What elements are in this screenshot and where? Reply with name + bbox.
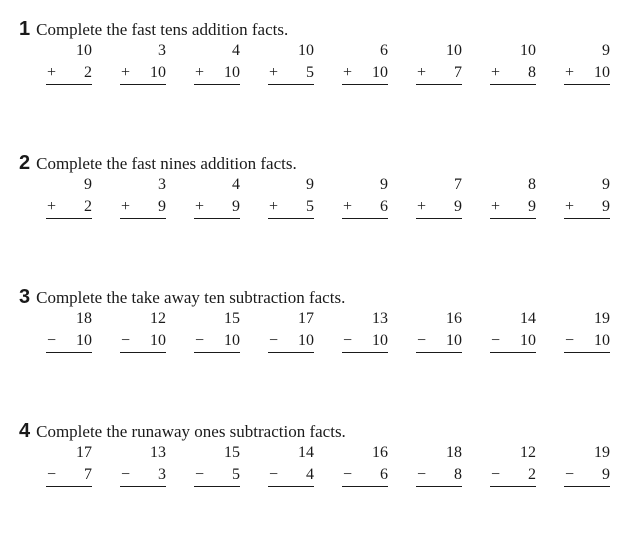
- operator-sign: −: [565, 466, 575, 483]
- section-1: [0, 18, 627, 138]
- top-operand: 16: [372, 444, 388, 461]
- top-operand: 17: [298, 310, 314, 327]
- section-heading: [19, 420, 346, 443]
- math-problem: [120, 308, 166, 353]
- bottom-row: [564, 196, 610, 219]
- section-number: 4: [19, 420, 31, 442]
- top-operand: 17: [76, 444, 92, 461]
- bottom-row: [342, 196, 388, 219]
- bottom-operand: 2: [84, 198, 92, 215]
- bottom-row: [120, 62, 166, 85]
- bottom-operand: 9: [232, 198, 240, 215]
- bottom-operand: 7: [84, 466, 92, 483]
- math-problem: [120, 442, 166, 487]
- section-title: Complete the take away ten subtraction facts.: [36, 288, 346, 307]
- math-problem: [416, 442, 462, 487]
- bottom-row: [564, 464, 610, 487]
- math-problem: [416, 174, 462, 219]
- operator-sign: +: [343, 64, 353, 81]
- bottom-operand: 9: [158, 198, 166, 215]
- top-operand: 12: [150, 310, 166, 327]
- bottom-operand: 10: [594, 64, 610, 81]
- bottom-row: [194, 62, 240, 85]
- top-operand: 19: [594, 310, 610, 327]
- math-problem: [342, 308, 388, 353]
- bottom-operand: 10: [150, 332, 166, 349]
- top-operand: 13: [150, 444, 166, 461]
- top-operand: 10: [76, 42, 92, 59]
- top-operand: 4: [232, 42, 240, 59]
- top-operand: 18: [76, 310, 92, 327]
- bottom-operand: 10: [372, 64, 388, 81]
- operator-sign: +: [565, 198, 575, 215]
- top-operand: 8: [528, 176, 536, 193]
- top-operand: 14: [298, 444, 314, 461]
- section-heading: [19, 18, 288, 41]
- top-operand: 19: [594, 444, 610, 461]
- top-operand: 18: [446, 444, 462, 461]
- bottom-operand: 9: [602, 466, 610, 483]
- operator-sign: +: [47, 198, 57, 215]
- section-heading: [19, 152, 297, 175]
- math-problem: [342, 40, 388, 85]
- bottom-operand: 10: [520, 332, 536, 349]
- operator-sign: −: [417, 466, 427, 483]
- bottom-row: [490, 464, 536, 487]
- math-problem: [416, 40, 462, 85]
- math-problem: [194, 308, 240, 353]
- bottom-operand: 10: [372, 332, 388, 349]
- operator-sign: −: [195, 466, 205, 483]
- math-problem: [194, 40, 240, 85]
- bottom-row: [416, 464, 462, 487]
- bottom-row: [416, 62, 462, 85]
- math-problem: [268, 174, 314, 219]
- bottom-row: [268, 464, 314, 487]
- top-operand: 9: [380, 176, 388, 193]
- bottom-operand: 2: [528, 466, 536, 483]
- math-problem: [194, 442, 240, 487]
- section-number: 2: [19, 152, 31, 174]
- section-number: 1: [19, 18, 31, 40]
- operator-sign: +: [491, 64, 501, 81]
- operator-sign: −: [195, 332, 205, 349]
- top-operand: 3: [158, 42, 166, 59]
- math-problem: [490, 40, 536, 85]
- bottom-operand: 7: [454, 64, 462, 81]
- bottom-operand: 8: [528, 64, 536, 81]
- bottom-operand: 10: [446, 332, 462, 349]
- bottom-row: [564, 330, 610, 353]
- bottom-row: [342, 330, 388, 353]
- operator-sign: −: [269, 466, 279, 483]
- bottom-row: [194, 196, 240, 219]
- top-operand: 6: [380, 42, 388, 59]
- bottom-row: [342, 62, 388, 85]
- section-title: Complete the fast nines addition facts.: [36, 154, 297, 173]
- bottom-operand: 6: [380, 198, 388, 215]
- operator-sign: −: [491, 466, 501, 483]
- top-operand: 9: [306, 176, 314, 193]
- bottom-operand: 2: [84, 64, 92, 81]
- top-operand: 10: [520, 42, 536, 59]
- math-problem: [268, 442, 314, 487]
- bottom-row: [120, 330, 166, 353]
- bottom-operand: 10: [594, 332, 610, 349]
- bottom-row: [490, 330, 536, 353]
- math-problem: [490, 308, 536, 353]
- operator-sign: +: [491, 198, 501, 215]
- math-problem: [564, 308, 610, 353]
- operator-sign: +: [269, 64, 279, 81]
- bottom-row: [564, 62, 610, 85]
- section-2: [0, 152, 627, 272]
- top-operand: 9: [602, 176, 610, 193]
- top-operand: 10: [446, 42, 462, 59]
- bottom-row: [120, 464, 166, 487]
- bottom-row: [490, 196, 536, 219]
- bottom-operand: 9: [528, 198, 536, 215]
- math-problem: [194, 174, 240, 219]
- top-operand: 12: [520, 444, 536, 461]
- operator-sign: +: [417, 64, 427, 81]
- bottom-row: [416, 330, 462, 353]
- bottom-row: [120, 196, 166, 219]
- bottom-operand: 3: [158, 466, 166, 483]
- bottom-row: [416, 196, 462, 219]
- operator-sign: +: [195, 64, 205, 81]
- bottom-operand: 5: [306, 198, 314, 215]
- operator-sign: −: [343, 332, 353, 349]
- math-problem: [46, 308, 92, 353]
- bottom-row: [46, 62, 92, 85]
- bottom-operand: 4: [306, 466, 314, 483]
- operator-sign: +: [121, 64, 131, 81]
- math-problem: [46, 40, 92, 85]
- bottom-operand: 9: [454, 198, 462, 215]
- top-operand: 9: [602, 42, 610, 59]
- bottom-row: [268, 330, 314, 353]
- top-operand: 16: [446, 310, 462, 327]
- top-operand: 7: [454, 176, 462, 193]
- bottom-operand: 5: [306, 64, 314, 81]
- operator-sign: −: [121, 332, 131, 349]
- math-problem: [490, 174, 536, 219]
- bottom-row: [46, 196, 92, 219]
- math-problem: [268, 308, 314, 353]
- bottom-operand: 10: [150, 64, 166, 81]
- section-heading: [19, 286, 345, 309]
- section-3: [0, 286, 627, 406]
- math-problem: [564, 442, 610, 487]
- top-operand: 3: [158, 176, 166, 193]
- bottom-row: [268, 196, 314, 219]
- bottom-row: [490, 62, 536, 85]
- math-problem: [120, 40, 166, 85]
- operator-sign: +: [417, 198, 427, 215]
- bottom-row: [268, 62, 314, 85]
- bottom-operand: 5: [232, 466, 240, 483]
- math-problem: [46, 174, 92, 219]
- operator-sign: −: [47, 466, 57, 483]
- operator-sign: −: [269, 332, 279, 349]
- bottom-row: [194, 464, 240, 487]
- math-problem: [342, 174, 388, 219]
- bottom-operand: 10: [224, 332, 240, 349]
- math-problem: [120, 174, 166, 219]
- top-operand: 9: [84, 176, 92, 193]
- bottom-operand: 10: [298, 332, 314, 349]
- bottom-row: [342, 464, 388, 487]
- bottom-operand: 10: [76, 332, 92, 349]
- top-operand: 15: [224, 310, 240, 327]
- math-problem: [416, 308, 462, 353]
- operator-sign: +: [47, 64, 57, 81]
- top-operand: 13: [372, 310, 388, 327]
- section-title: Complete the runaway ones subtraction facts.: [36, 422, 346, 441]
- operator-sign: −: [47, 332, 57, 349]
- bottom-operand: 6: [380, 466, 388, 483]
- operator-sign: +: [195, 198, 205, 215]
- operator-sign: −: [121, 466, 131, 483]
- bottom-row: [194, 330, 240, 353]
- math-problem: [268, 40, 314, 85]
- bottom-row: [46, 464, 92, 487]
- operator-sign: +: [343, 198, 353, 215]
- section-4: [0, 420, 627, 540]
- top-operand: 10: [298, 42, 314, 59]
- operator-sign: −: [343, 466, 353, 483]
- top-operand: 4: [232, 176, 240, 193]
- bottom-operand: 9: [602, 198, 610, 215]
- bottom-operand: 8: [454, 466, 462, 483]
- top-operand: 14: [520, 310, 536, 327]
- section-number: 3: [19, 286, 31, 308]
- bottom-row: [46, 330, 92, 353]
- math-problem: [46, 442, 92, 487]
- bottom-operand: 10: [224, 64, 240, 81]
- operator-sign: +: [269, 198, 279, 215]
- top-operand: 15: [224, 444, 240, 461]
- operator-sign: −: [565, 332, 575, 349]
- math-problem: [490, 442, 536, 487]
- math-problem: [342, 442, 388, 487]
- operator-sign: −: [491, 332, 501, 349]
- operator-sign: +: [565, 64, 575, 81]
- math-problem: [564, 174, 610, 219]
- math-problem: [564, 40, 610, 85]
- section-title: Complete the fast tens addition facts.: [36, 20, 289, 39]
- operator-sign: −: [417, 332, 427, 349]
- operator-sign: +: [121, 198, 131, 215]
